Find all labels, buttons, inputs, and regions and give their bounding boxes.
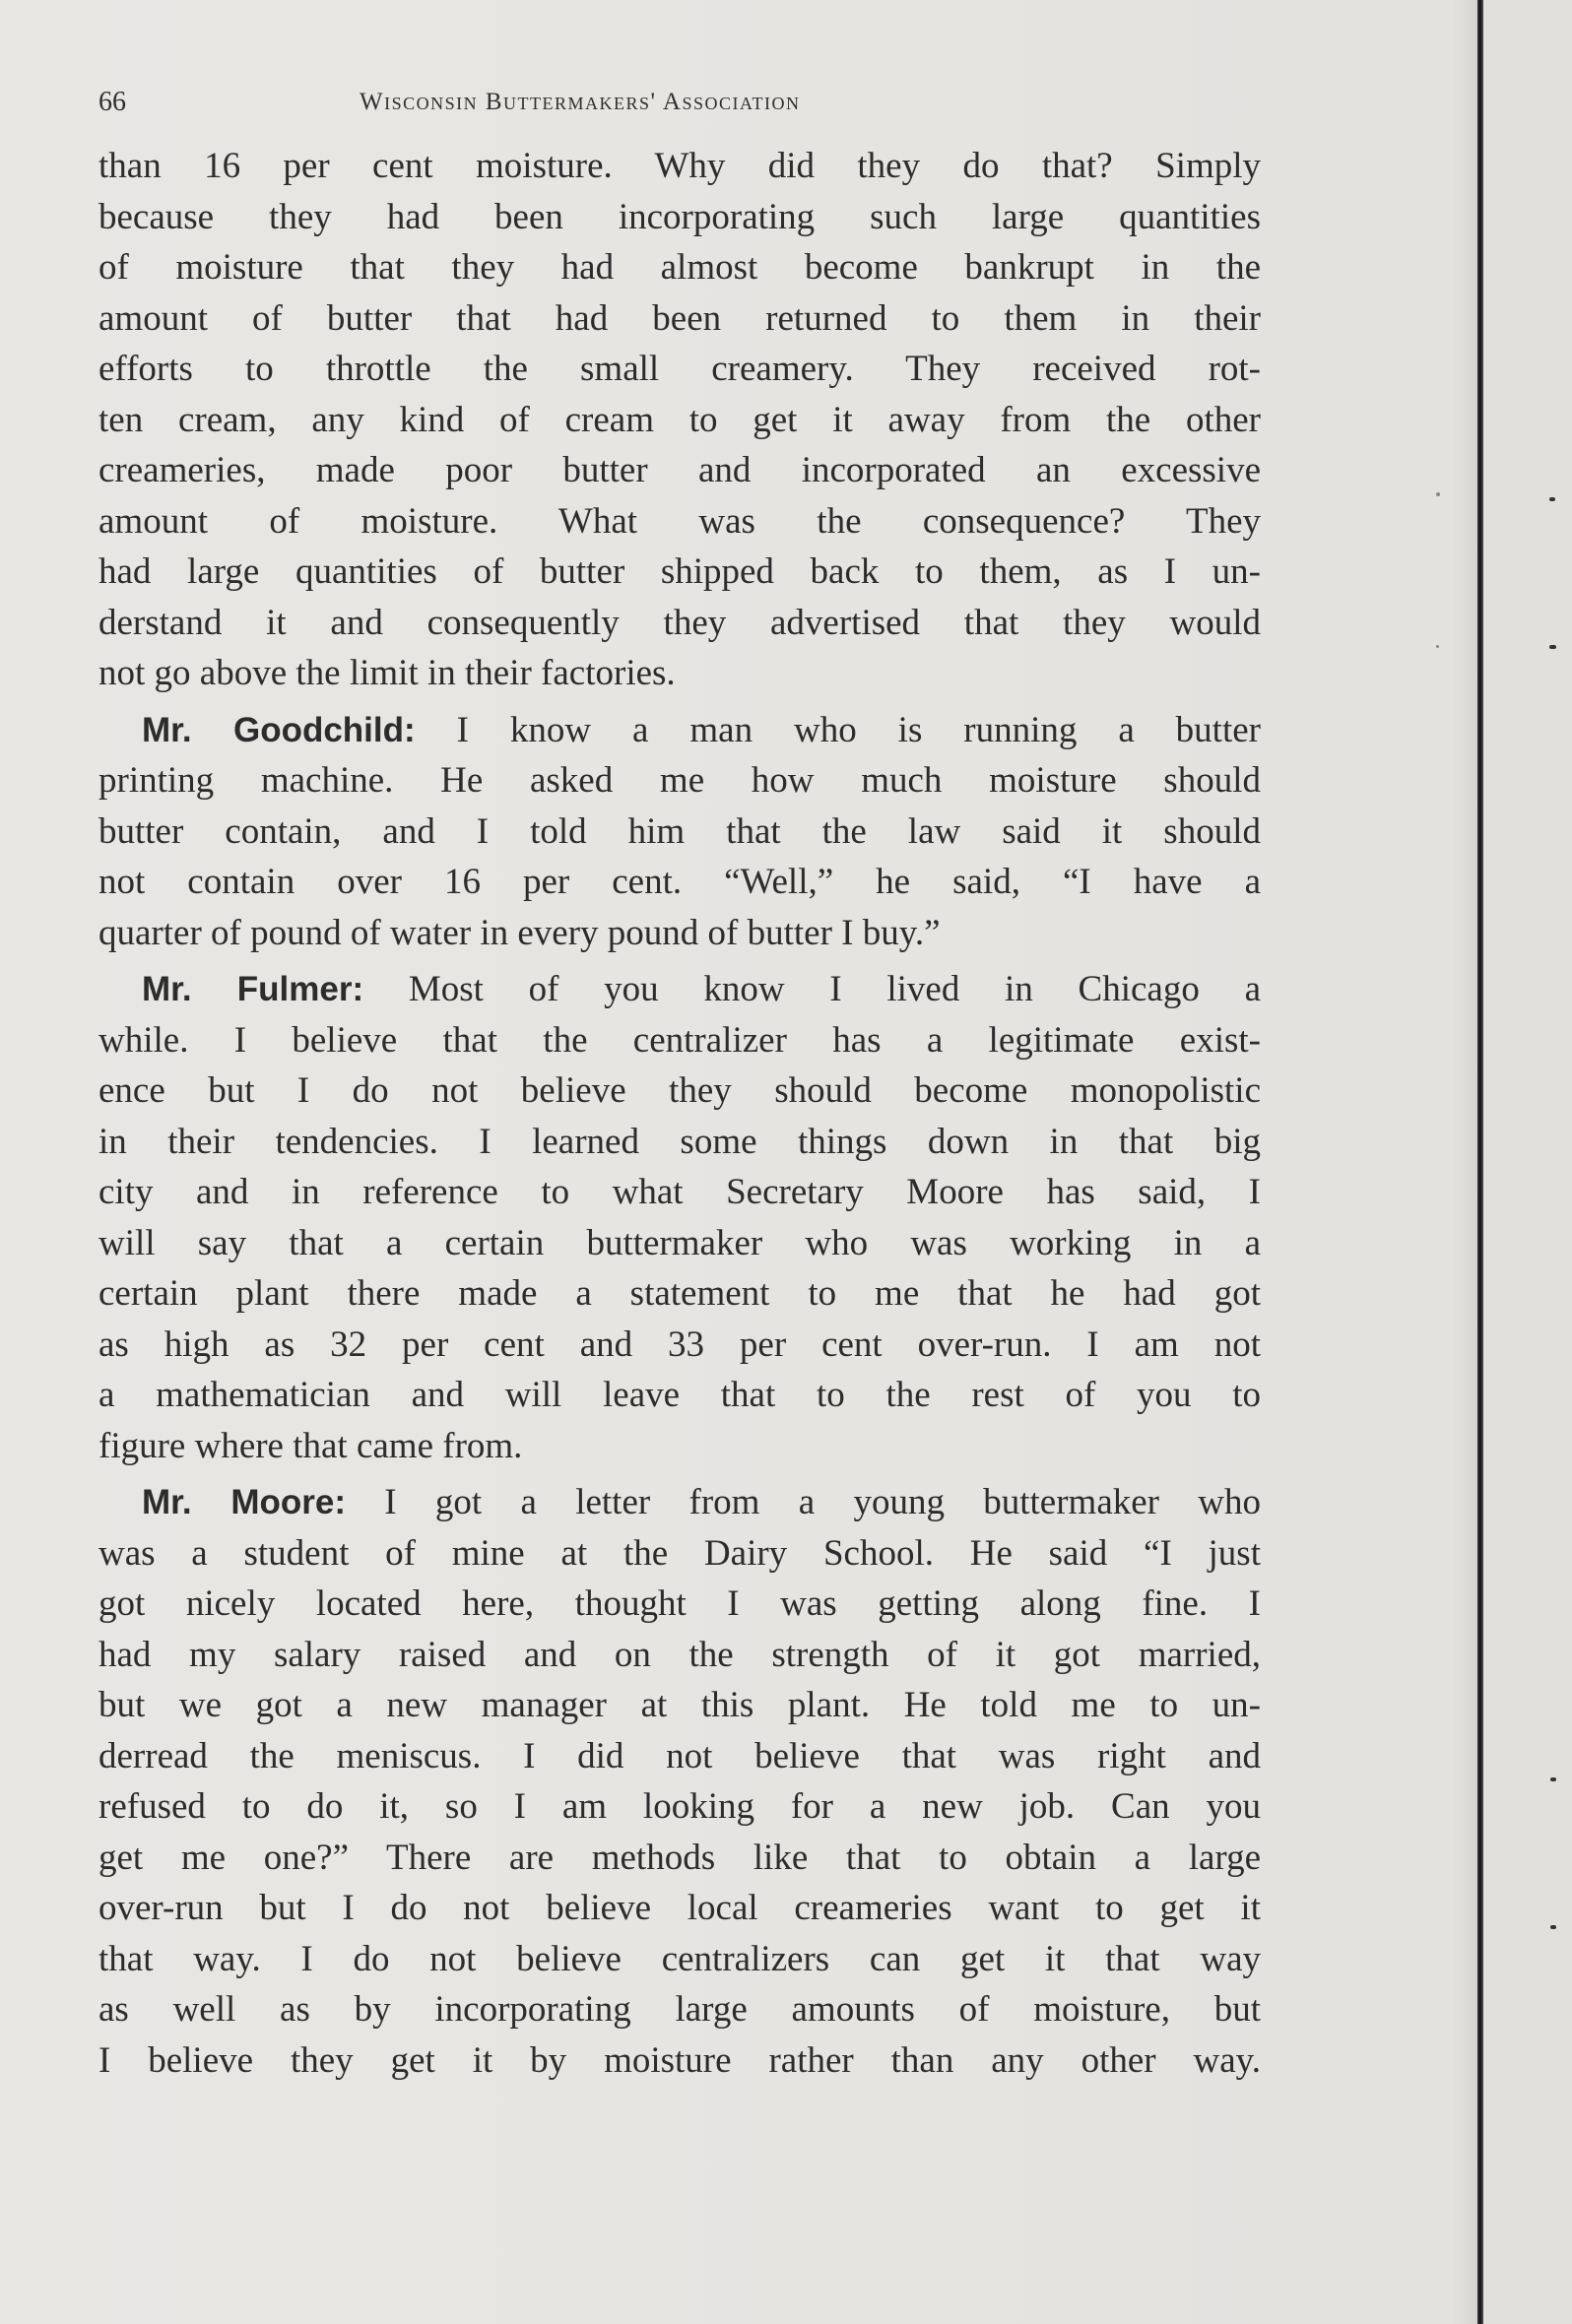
text-line: that way. I do not believe centralizers can get it that way (98, 1938, 1261, 1979)
text-line: amount of moisture. What was the consequence? They (98, 500, 1261, 542)
adjacent-page-edge (1483, 0, 1572, 2324)
scan-speck (1550, 1777, 1556, 1781)
text-line: printing machine. He asked me how much moisture should (98, 760, 1261, 801)
speaker-name: Mr. Goodchild: (142, 710, 416, 749)
text-line: over-run but I do not believe local creameries want to get it (98, 1888, 1261, 1928)
text-line: I believe they get it by moisture rather than any other way. (98, 2039, 1261, 2081)
text-run: I know a man who is running a butter (415, 709, 1261, 750)
text-line: refused to do it, so I am looking for a new job. Can you (98, 1786, 1261, 1827)
text-line: but we got a new manager at this plant. He told me to un- (98, 1685, 1261, 1725)
text-line: not contain over 16 per cent. “Well,” he said, “I have a (98, 862, 1261, 902)
text-line: a mathematician and will leave that to the rest of you to (98, 1375, 1261, 1415)
running-head: Wisconsin Buttermakers' Association (360, 89, 801, 115)
text-line: ten cream, any kind of cream to get it away from the other (98, 399, 1261, 440)
scan-speck (1550, 1925, 1556, 1929)
paragraph (98, 1477, 1261, 2086)
text-line: than 16 per cent moisture. Why did they do that? Simply (98, 146, 1261, 186)
text-line (98, 705, 1261, 756)
text-line: as high as 32 per cent and 33 per cent over-run. I am not (98, 1323, 1261, 1365)
scan-speck (1436, 492, 1440, 496)
paragraph (98, 964, 1261, 1471)
text-line: will say that a certain buttermaker who was working in a (98, 1222, 1261, 1263)
text-line (98, 964, 1261, 1015)
text-line: as well as by incorporating large amounts of moisture, but (98, 1989, 1261, 2030)
text-line: city and in reference to what Secretary Moore has said, I (98, 1172, 1261, 1212)
text-line: had large quantities of butter shipped back to them, as I un- (98, 551, 1261, 592)
paragraph (98, 141, 1261, 699)
text-line: because they had been incorporating such large quantities (98, 196, 1261, 237)
text-line (98, 1477, 1261, 1528)
text-line: quarter of pound of water in every pound of butter I buy.” (98, 912, 941, 953)
text-line: in their tendencies. I learned some things down in that big (98, 1121, 1261, 1162)
page-number: 66 (98, 87, 126, 117)
text-line: of moisture that they had almost become bankrupt in the (98, 247, 1261, 288)
text-line: certain plant there made a statement to me that he had got (98, 1273, 1261, 1314)
text-line: had my salary raised and on the strength of it got married, (98, 1634, 1261, 1675)
text-line: ence but I do not believe they should become monopolistic (98, 1070, 1261, 1111)
text-line: creameries, made poor butter and incorporated an excessive (98, 450, 1261, 490)
page-header (98, 87, 1261, 126)
text-line: derread the meniscus. I did not believe that was right and (98, 1735, 1261, 1776)
scan-speck (1549, 645, 1556, 649)
text-run: Most of you know I lived in Chicago a (363, 969, 1261, 1009)
scan-speck (1436, 645, 1439, 648)
text-line: while. I believe that the centralizer has a legitimate exist- (98, 1019, 1261, 1061)
text-line: got nicely located here, thought I was getting along fine. I (98, 1583, 1261, 1624)
text-line: amount of butter that had been returned to them in their (98, 297, 1261, 339)
body-text (98, 141, 1261, 2086)
scan-speck (1549, 497, 1555, 501)
text-line: butter contain, and I told him that the law said it should (98, 810, 1261, 852)
paragraph (98, 705, 1261, 959)
text-line: not go above the limit in their factories. (98, 653, 676, 693)
text-run: I got a letter from a young buttermaker who (346, 1482, 1262, 1522)
text-line: was a student of mine at the Dairy School. He said “I just (98, 1532, 1261, 1574)
speaker-name: Mr. Moore: (142, 1483, 346, 1521)
text-line: efforts to throttle the small creamery. They received rot- (98, 349, 1261, 389)
speaker-name: Mr. Fulmer: (142, 970, 364, 1008)
text-line: get me one?” There are methods like that to obtain a large (98, 1837, 1261, 1878)
text-line: derstand it and consequently they advertised that they would (98, 602, 1261, 643)
text-line: figure where that came from. (98, 1425, 523, 1466)
